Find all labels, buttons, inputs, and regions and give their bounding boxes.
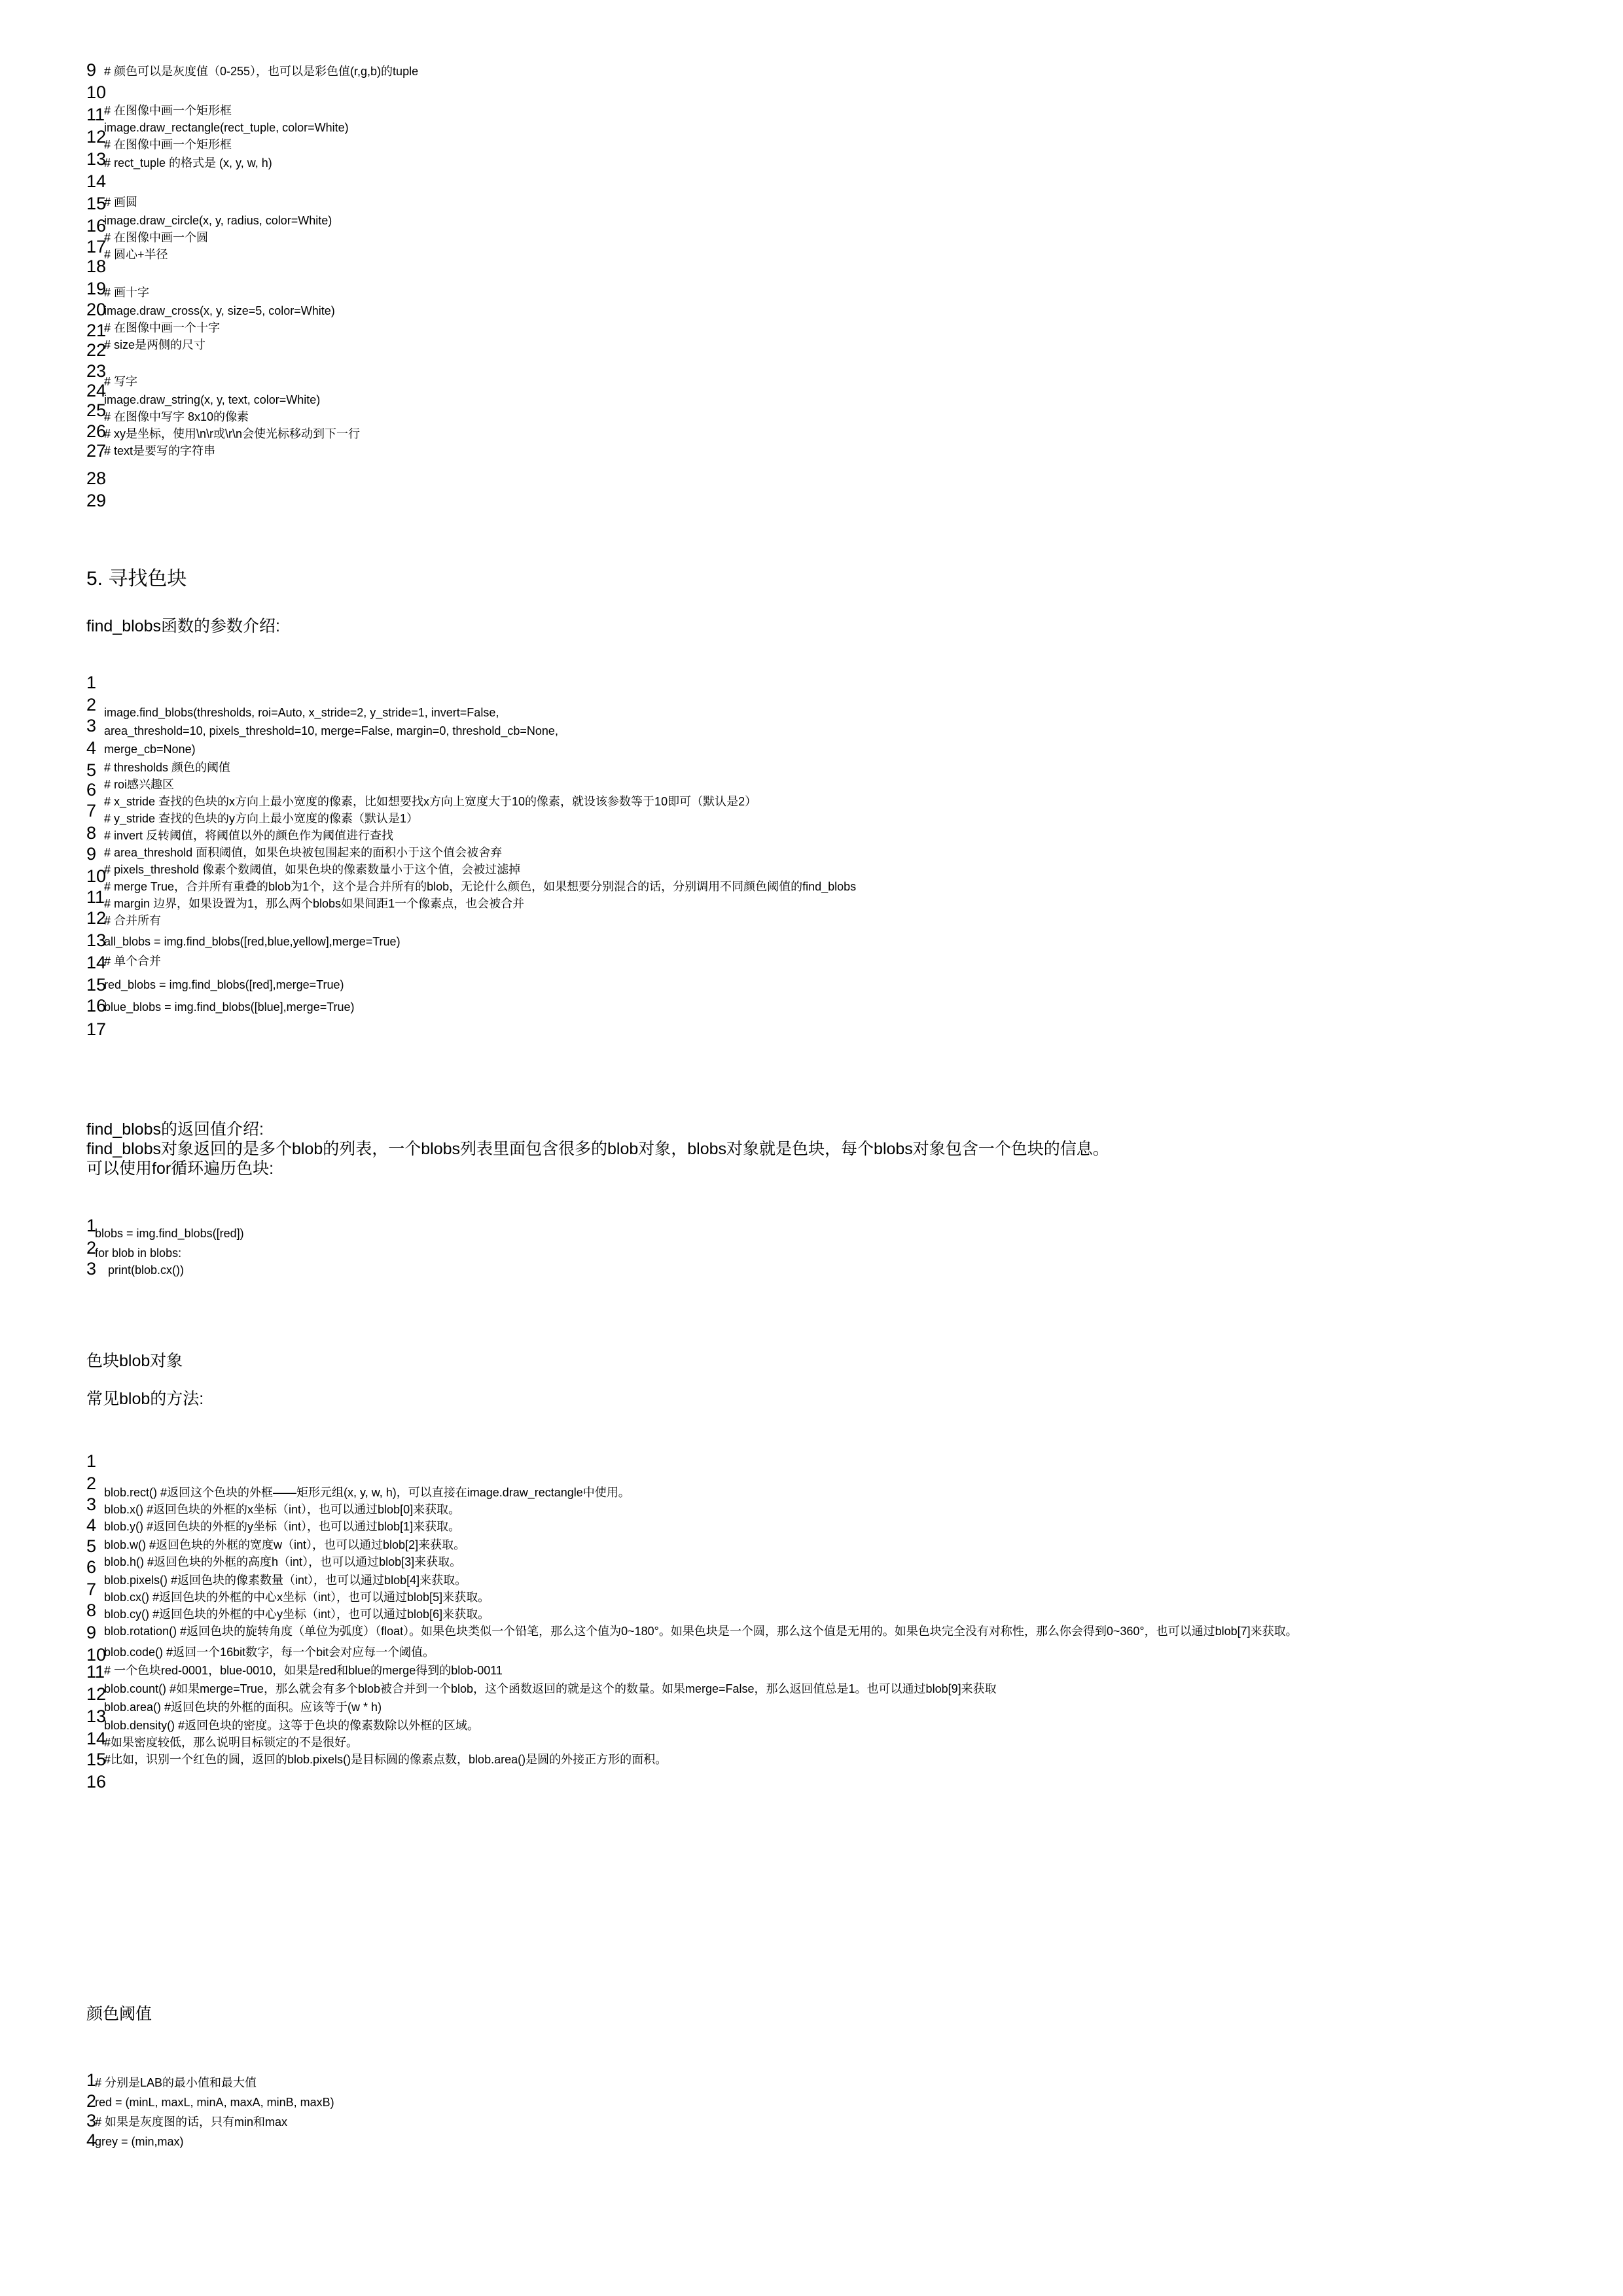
code-line: #比如，识别一个红色的圆，返回的blob.pixels()是目标圆的像素点数，blob.area()是圆的外接正方形的面积。: [104, 1753, 668, 1766]
code-line: # roi感兴趣区: [104, 778, 175, 791]
line-number: 2: [86, 695, 97, 715]
line-number: 10: [86, 1645, 107, 1665]
line-number: 16: [86, 1772, 107, 1792]
line-number: 1: [86, 673, 97, 692]
line-number: 29: [86, 491, 107, 510]
line-number: 17: [86, 1019, 107, 1039]
code-line: grey = (min,max): [95, 2135, 184, 2148]
code-line: red = (minL, maxL, minA, maxA, minB, maxB): [95, 2096, 334, 2109]
line-number: 18: [86, 256, 107, 276]
return-description: find_blobs对象返回的是多个blob的列表，一个blobs列表里面包含很多的blob对象，blobs对象就是色块，每个blobs对象包含一个色块的信息。: [86, 1140, 1109, 1158]
line-number: 23: [86, 361, 107, 381]
code-line: # 在图像中写字 8x10的像素: [104, 410, 249, 423]
line-number: 1: [86, 1451, 97, 1471]
code-line: # margin 边界，如果设置为1，那么两个blobs如果间距1一个像素点，也会被合并: [104, 897, 525, 910]
code-line: image.draw_circle(x, y, radius, color=White): [104, 214, 332, 227]
code-line: # 单个合并: [104, 955, 162, 968]
code-line: # size是两侧的尺寸: [104, 338, 206, 351]
line-number: 9: [86, 60, 97, 80]
line-number: 17: [86, 237, 107, 256]
line-number: 16: [86, 216, 107, 236]
code-line: # thresholds 颜色的阈值: [104, 761, 231, 774]
code-line: # 在图像中画一个矩形框: [104, 138, 232, 151]
code-line: blobs = img.find_blobs([red]): [95, 1227, 244, 1240]
code-line: # pixels_threshold 像素个数阈值，如果色块的像素数量小于这个值，会被过滤掉: [104, 863, 521, 876]
line-number: 13: [86, 1706, 107, 1726]
code-line: blob.count() #如果merge=True，那么就会有多个blob被合并到一个blob，这个函数返回的就是这个的数量。如果merge=False，那么返回值总是1。也可以通过blob[9]来获取: [104, 1682, 997, 1695]
line-number: 6: [86, 780, 97, 800]
line-number: 4: [86, 1515, 97, 1535]
line-number: 5: [86, 760, 97, 780]
code-line: print(blob.cx()): [95, 1263, 185, 1277]
line-number: 28: [86, 468, 107, 488]
line-number: 6: [86, 1557, 97, 1577]
line-number: 2: [86, 1238, 97, 1258]
code-line: blob.rotation() #返回色块的旋转角度（单位为弧度）（float）。如果色块类似一个铅笔，那么这个值为0~180°。如果色块是一个圆，那么这个值是无用的。如果色块完全没有对称性，那么你会得到0~360°，也可以通过blob[7]来获取。: [104, 1625, 1298, 1638]
return-intro: find_blobs的返回值介绍:: [86, 1120, 264, 1139]
code-line: # 合并所有: [104, 914, 162, 927]
code-line: blob.code() #返回一个16bit数字，每一个bit会对应每一个阈值。: [104, 1646, 435, 1659]
line-number: 15: [86, 1750, 107, 1769]
line-number: 3: [86, 716, 97, 735]
line-number: 4: [86, 738, 97, 758]
line-number: 7: [86, 1580, 97, 1599]
blob-methods-intro: 常见blob的方法:: [86, 1390, 204, 1408]
find-blobs-intro: find_blobs函数的参数介绍:: [86, 617, 280, 635]
line-number: 26: [86, 421, 107, 441]
code-line: blob.w() #返回色块的外框的宽度w（int），也可以通过blob[2]来获取。: [104, 1538, 466, 1551]
code-line: blob.x() #返回色块的外框的x坐标（int），也可以通过blob[0]来获取。: [104, 1503, 461, 1516]
code-line: #如果密度较低，那么说明目标锁定的不是很好。: [104, 1736, 359, 1749]
line-number: 7: [86, 801, 97, 821]
code-line: # 画十字: [104, 286, 150, 299]
line-number: 10: [86, 82, 107, 102]
line-number: 15: [86, 975, 107, 995]
line-number: 14: [86, 171, 107, 191]
code-line: # 如果是灰度图的话，只有min和max: [95, 2115, 288, 2128]
line-number: 15: [86, 194, 107, 213]
code-line: # text是要写的字符串: [104, 444, 216, 457]
code-line: image.draw_rectangle(rect_tuple, color=White): [104, 121, 349, 134]
line-number: 24: [86, 381, 107, 400]
line-number: 9: [86, 844, 97, 864]
line-number: 4: [86, 2130, 97, 2150]
code-line: all_blobs = img.find_blobs([red,blue,yellow],merge=True): [104, 935, 401, 948]
code-line: merge_cb=None): [104, 743, 196, 756]
code-line: blob.h() #返回色块的外框的高度h（int），也可以通过blob[3]来获取。: [104, 1555, 462, 1568]
line-number: 14: [86, 1729, 107, 1748]
line-number: 20: [86, 300, 107, 319]
code-line: image.find_blobs(thresholds, roi=Auto, x_stride=2, y_stride=1, invert=False,: [104, 706, 499, 719]
code-line: blob.density() #返回色块的密度。这等于色块的像素数除以外框的区域。: [104, 1719, 480, 1732]
code-line: # 在图像中画一个十字: [104, 321, 221, 334]
line-number: 25: [86, 400, 107, 420]
section-title-color-threshold: 颜色阈值: [86, 2005, 152, 2023]
code-line: # merge True，合并所有重叠的blob为1个，这个是合并所有的blob，无论什么颜色，如果想要分别混合的话，分别调用不同颜色阈值的find_blobs: [104, 880, 857, 893]
code-line: # 在图像中画一个矩形框: [104, 104, 232, 117]
code-line: blob.area() #返回色块的外框的面积。应该等于(w * h): [104, 1701, 382, 1714]
line-number: 5: [86, 1536, 97, 1556]
line-number: 12: [86, 1684, 107, 1704]
line-number: 11: [86, 887, 105, 907]
code-line: for blob in blobs:: [95, 1246, 182, 1260]
section-title-find-blobs: 5. 寻找色块: [86, 568, 187, 590]
line-number: 11: [86, 1662, 105, 1682]
code-line: # 在图像中画一个圆: [104, 231, 209, 244]
line-number: 22: [86, 340, 107, 360]
code-line: image.draw_cross(x, y, size=5, color=White): [104, 304, 335, 317]
code-line: blob.rect() #返回这个色块的外框——矩形元组(x, y, w, h)，可以直接在image.draw_rectangle中使用。: [104, 1486, 630, 1499]
line-number: 12: [86, 908, 107, 928]
code-line: blob.cy() #返回色块的外框的中心y坐标（int），也可以通过blob[6]来获取。: [104, 1608, 490, 1621]
code-line: # y_stride 查找的色块的y方向上最小宽度的像素（默认是1）: [104, 812, 419, 825]
code-line: # 一个色块red-0001，blue-0010，如果是red和blue的merge得到的blob-0011: [104, 1664, 503, 1677]
line-number: 27: [86, 441, 107, 461]
code-line: blob.cx() #返回色块的外框的中心x坐标（int），也可以通过blob[5]来获取。: [104, 1591, 490, 1604]
code-line: # xy是坐标，使用\n\r或\r\n会使光标移动到下一行: [104, 427, 361, 440]
code-line: # area_threshold 面积阈值，如果色块被包围起来的面积小于这个值会被舍弃: [104, 846, 503, 859]
line-number: 3: [86, 1494, 97, 1514]
line-number: 21: [86, 321, 107, 340]
code-line: blob.y() #返回色块的外框的y坐标（int），也可以通过blob[1]来获取。: [104, 1520, 461, 1533]
code-line: # 写字: [104, 375, 138, 388]
line-number: 1: [86, 1216, 97, 1235]
line-number: 10: [86, 866, 107, 886]
code-line: # 画圆: [104, 196, 138, 209]
section-title-blob-object: 色块blob对象: [86, 1352, 183, 1370]
line-number: 13: [86, 149, 107, 169]
code-line: # 颜色可以是灰度值（0-255），也可以是彩色值(r,g,b)的tuple: [104, 65, 419, 78]
code-line: area_threshold=10, pixels_threshold=10, merge=False, margin=0, threshold_cb=None,: [104, 724, 558, 737]
line-number: 11: [86, 105, 105, 124]
line-number: 9: [86, 1623, 97, 1642]
line-number: 3: [86, 1259, 97, 1279]
code-line: blue_blobs = img.find_blobs([blue],merge=True): [104, 1000, 355, 1014]
line-number: 2: [86, 2091, 97, 2111]
line-number: 8: [86, 1600, 97, 1620]
code-line: # invert 反转阈值，将阈值以外的颜色作为阈值进行查找: [104, 829, 394, 842]
return-loop-note: 可以使用for循环遍历色块:: [86, 1159, 274, 1178]
line-number: 13: [86, 930, 107, 950]
code-line: red_blobs = img.find_blobs([red],merge=True): [104, 978, 344, 991]
code-line: # 分别是LAB的最小值和最大值: [95, 2076, 257, 2089]
line-number: 8: [86, 823, 97, 843]
code-line: # rect_tuple 的格式是 (x, y, w, h): [104, 156, 272, 169]
line-number: 16: [86, 996, 107, 1016]
line-number: 12: [86, 127, 107, 147]
line-number: 1: [86, 2070, 97, 2090]
code-line: # 圆心+半径: [104, 248, 168, 261]
line-number: 2: [86, 1474, 97, 1493]
code-line: # x_stride 查找的色块的x方向上最小宽度的像素，比如想要找x方向上宽度大于10的像素，就设该参数等于10即可（默认是2）: [104, 795, 757, 808]
line-number: 14: [86, 953, 107, 972]
code-line: image.draw_string(x, y, text, color=White): [104, 393, 321, 406]
code-line: blob.pixels() #返回色块的像素数量（int），也可以通过blob[4]来获取。: [104, 1574, 467, 1587]
line-number: 3: [86, 2111, 97, 2130]
line-number: 19: [86, 279, 107, 298]
